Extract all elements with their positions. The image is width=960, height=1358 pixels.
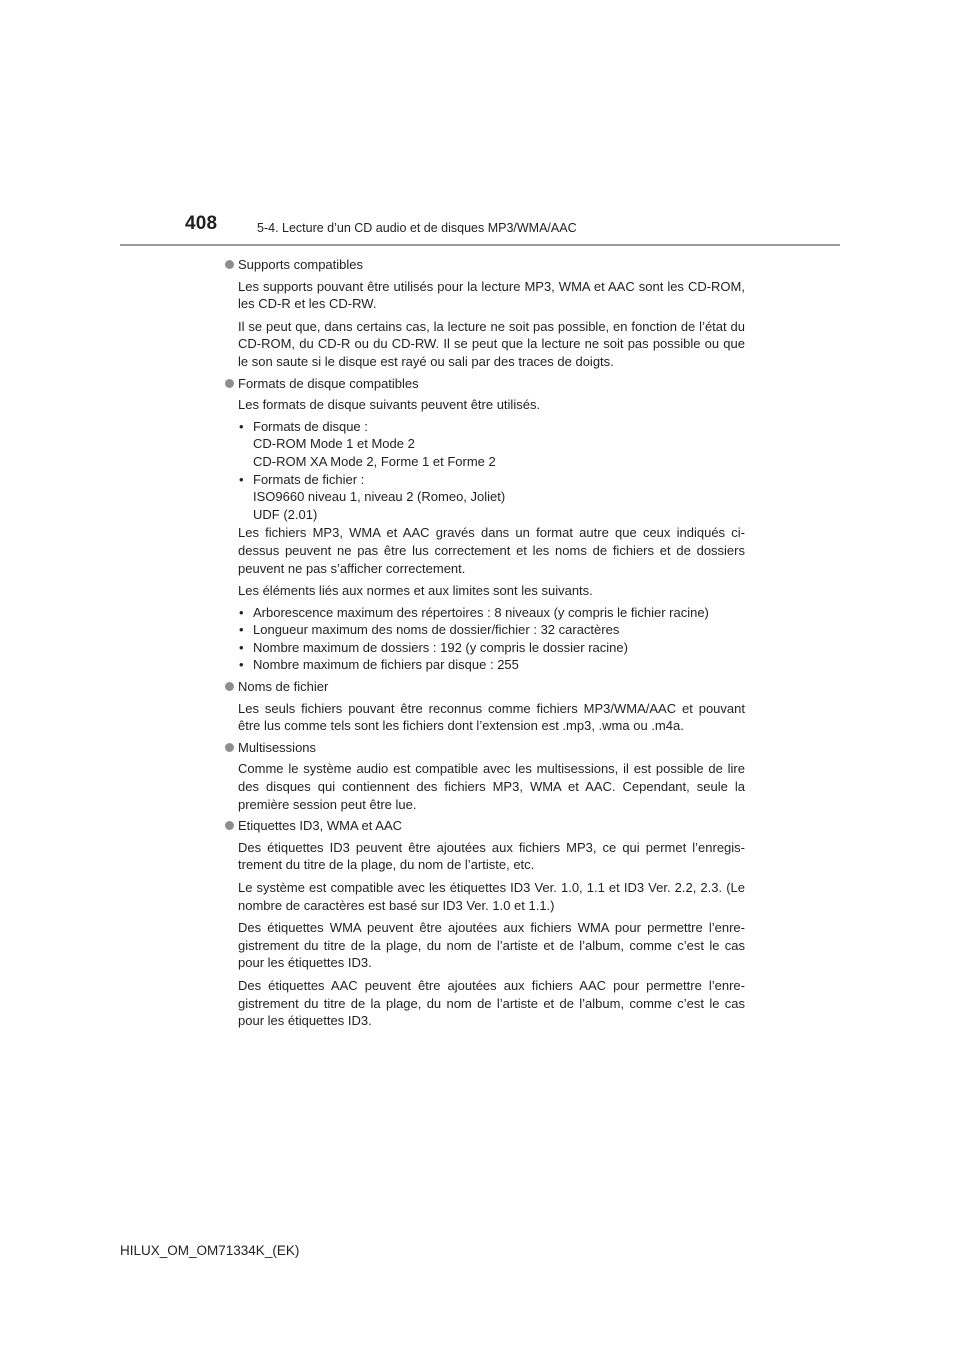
paragraph: Des étiquettes AAC peuvent être ajoutées aux fichiers AAC pour permettre l’enre-gistrement du titre de la plage, du nom de l’artiste et de l’album, comme c’est le cas pour les étiquettes ID3. <box>238 977 745 1029</box>
page-number: 408 <box>185 213 218 234</box>
list-item <box>238 418 745 471</box>
section-heading-text: Supports compatibles <box>238 257 364 272</box>
section-formats-compatibles <box>225 375 745 675</box>
circle-bullet-icon <box>225 260 234 269</box>
section-heading-text: Etiquettes ID3, WMA et AAC <box>238 818 403 834</box>
header-section-title: 5-4. Lecture d’un CD audio et de disques MP3/WMA/AAC <box>257 221 577 235</box>
circle-bullet-icon <box>225 743 234 752</box>
page-content <box>225 254 745 1030</box>
list-item-label: Formats de disque : <box>253 418 368 434</box>
circle-bullet-icon <box>225 379 234 388</box>
list-item <box>238 639 745 657</box>
section-heading <box>225 375 745 393</box>
list-item-line: UDF (2.01) <box>253 506 318 522</box>
header-rule <box>120 244 840 246</box>
footer-document-id: HILUX_OM_OM71334K_(EK) <box>120 1243 300 1258</box>
section-heading-text: Noms de fichier <box>238 679 329 695</box>
list-item-text: Nombre maximum de fichiers par disque : 255 <box>253 657 519 673</box>
section-heading <box>225 678 745 696</box>
paragraph: Les supports pouvant être utilisés pour la lecture MP3, WMA et AAC sont les CD-ROM, les CD-R et les CD-RW. <box>238 278 745 312</box>
list-item-text: Nombre maximum de dossiers : 192 (y compris le dossier racine) <box>253 639 628 655</box>
section-multisessions <box>225 739 745 813</box>
section-heading-text: Multisessions <box>238 739 317 755</box>
paragraph: Des étiquettes ID3 peuvent être ajoutées aux fichiers MP3, ce qui permet l’enregis-trement du titre de la plage, du nom de l’artiste, etc. <box>238 839 745 873</box>
section-heading <box>225 256 745 274</box>
section-noms-de-fichier <box>225 678 745 735</box>
bullet-glyph: • <box>239 639 244 655</box>
bullet-glyph: • <box>239 622 244 638</box>
paragraph: Les formats de disque suivants peuvent être utilisés. <box>238 397 541 413</box>
bullet-glyph: • <box>239 471 244 487</box>
paragraph: Les seuls fichiers pouvant être reconnus comme fichiers MP3/WMA/AAC et pouvant être lus comme tels sont les fichiers dont l’extension est .mp3, .wma ou .m4a. <box>238 700 745 734</box>
list-item <box>238 621 745 639</box>
bullet-glyph: • <box>239 604 244 620</box>
section-heading <box>225 739 745 757</box>
section-heading <box>225 817 745 835</box>
list-item-label: Formats de fichier : <box>253 471 365 487</box>
list-item <box>238 656 745 674</box>
paragraph: Des étiquettes WMA peuvent être ajoutées aux fichiers WMA pour permettre l’enre-gistrement du titre de la plage, du nom de l’artiste et de l’album, comme c’est le cas pour les étiquettes ID3. <box>238 920 745 971</box>
circle-bullet-icon <box>225 821 234 830</box>
limits-list <box>238 604 745 674</box>
circle-bullet-icon <box>225 682 234 691</box>
list-item <box>238 604 745 622</box>
section-etiquettes <box>225 817 745 1030</box>
paragraph: Comme le système audio est compatible avec les multisessions, il est possible de lire des disques qui contiennent des fichiers MP3, WMA et AAC. Cependant, seule la première session peut être lue. <box>238 761 745 812</box>
bullet-glyph: • <box>239 657 244 673</box>
list-item <box>238 471 745 524</box>
section-heading-text: Formats de disque compatibles <box>238 375 419 391</box>
section-supports-compatibles <box>225 256 745 371</box>
list-item-text: Longueur maximum des noms de dossier/fichier : 32 caractères <box>253 622 620 638</box>
list-item-text: Arborescence maximum des répertoires : 8 niveaux (y compris le fichier racine) <box>253 604 709 620</box>
bullet-glyph: • <box>239 418 244 434</box>
list-item-line: ISO9660 niveau 1, niveau 2 (Romeo, Joliet) <box>253 489 506 505</box>
paragraph: Il se peut que, dans certains cas, la lecture ne soit pas possible, en fonction de l’état du CD-ROM, du CD-R ou du CD-RW. Il se peut que la lecture ne soit pas possible ou que le son saute si le disque est rayé ou sali par des traces de doigts. <box>238 318 745 369</box>
format-list <box>238 418 745 524</box>
list-item-line: CD-ROM XA Mode 2, Forme 1 et Forme 2 <box>253 453 496 469</box>
paragraph: Le système est compatible avec les étiquettes ID3 Ver. 1.0, 1.1 et ID3 Ver. 2.2, 2.3. (Le nombre de caractères est basé sur ID3 Ver. 1.0 et 1.1.) <box>238 880 745 913</box>
list-item-line: CD-ROM Mode 1 et Mode 2 <box>253 436 415 452</box>
paragraph: Les fichiers MP3, WMA et AAC gravés dans un format autre que ceux indiqués ci-dessus peuvent ne pas être lus correctement et les noms de fichiers et de dossiers peuvent ne pas s’afficher correctement. <box>238 525 745 576</box>
paragraph: Les éléments liés aux normes et aux limites sont les suivants. <box>238 583 593 599</box>
